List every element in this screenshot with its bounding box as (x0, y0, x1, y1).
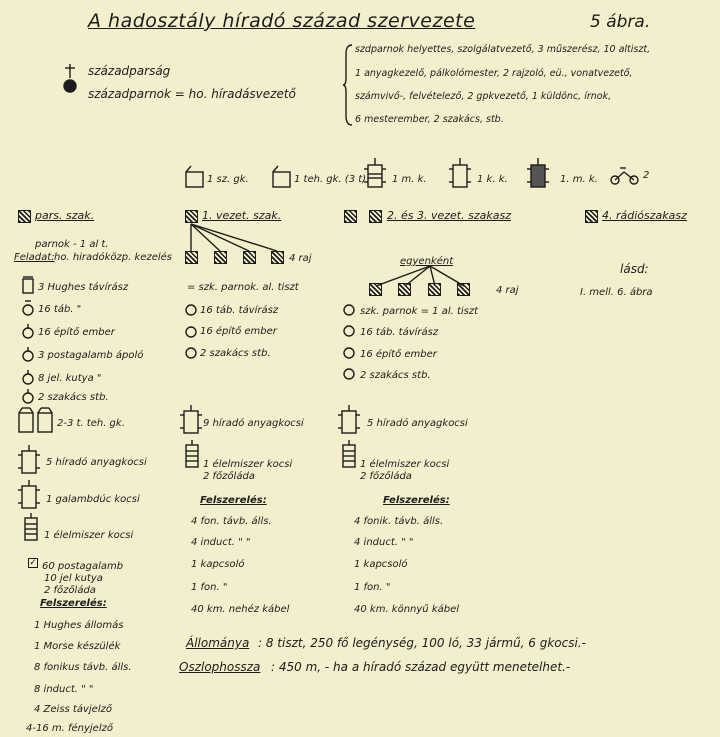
col2-food-1: 1 élelmiszer kocsi (203, 459, 293, 470)
food-wagon-icon (340, 440, 358, 470)
raj-2-icon (398, 283, 411, 296)
section-3-icon (344, 210, 357, 223)
person-icon (22, 323, 34, 339)
col3-raj: 4 raj (496, 285, 519, 296)
col1-equip-3: 8 fonikus távb. álls. (34, 662, 132, 673)
col4-ref: I. mell. 6. ábra (580, 287, 653, 298)
brace-line-1: szdparnok helyettes, szolgálatvezető, 3 műszerész, 10 altiszt, (355, 44, 651, 55)
food-wagon-icon (183, 440, 201, 470)
dovecote-wagon-icon (18, 480, 40, 510)
footer-allomany-label: Állománya (186, 636, 250, 650)
col1-parnok: parnok - 1 al t. (35, 239, 109, 250)
col1-line-5: 8 jel. kutya " (38, 373, 102, 384)
wagon-icon (449, 158, 471, 190)
legend-item-1: századparság (88, 64, 171, 78)
footer-oszlop-label: Oszlophossza (179, 660, 261, 674)
col1-cargo-3: 2 főzőláda (44, 585, 96, 596)
section-1-header: pars. szak. (35, 209, 95, 222)
checkbox-icon: ✓ (29, 558, 37, 568)
col3-food-2: 2 főzőláda (360, 471, 412, 482)
raj-4-icon (271, 251, 284, 264)
col3-equip-3: 1 kapcsoló (354, 559, 408, 570)
col1-feladat-text: ho. hiradóközp. kezelés (54, 252, 172, 263)
col3-equip-label: Felszerelés: (383, 495, 450, 506)
col3-food-1: 1 élelmiszer kocsi (360, 459, 450, 470)
section-3-header: 2. és 3. vezet. szakasz (387, 209, 511, 222)
col2-equip-3: 1 kapcsoló (191, 559, 245, 570)
figure-number: 5 ábra. (590, 12, 651, 32)
food-wagon-icon (22, 513, 40, 543)
col2-wagon: 9 híradó anyagkocsi (203, 418, 304, 429)
col1-feladat-label: Feladat: (14, 252, 55, 263)
col2-raj: 4 raj (289, 253, 312, 264)
legend-item-2: századparnok = ho. híradásvezető (88, 87, 296, 101)
person-icon (22, 276, 34, 294)
col1-equip-4: 8 induct. " " (34, 684, 94, 695)
wagon-hatched-icon (527, 158, 549, 190)
person-icon (22, 300, 34, 316)
person-icon (22, 388, 34, 404)
raj-3-icon (243, 251, 256, 264)
col3-egyenkent: egyenként (400, 256, 454, 267)
person-icon (22, 346, 34, 362)
col1-line-4: 3 postagalamb ápoló (38, 350, 144, 361)
vehicle-5-label: 1. m. k. (560, 174, 598, 185)
brace-line-3: számvivő-, felvételező, 2 gpkvezető, 1 küldönc, írnok, (355, 91, 612, 102)
raj-1-icon (185, 251, 198, 264)
raj-2-icon (214, 251, 227, 264)
col2-line-1: = szk. parnok. al. tiszt (187, 282, 299, 293)
section-2-header: 1. vezet. szak. (202, 209, 282, 222)
col3-line-2: 16 táb. távírász (360, 327, 439, 338)
col1-trucks: 2-3 t. teh. gk. (57, 418, 125, 429)
col1-food: 1 élelmiszer kocsi (44, 530, 134, 541)
col1-dovecote: 1 galambdúc kocsi (46, 494, 140, 505)
col1-line-2: 16 táb. " (38, 304, 82, 315)
col4-lasd: lásd: (620, 262, 649, 276)
brace-icon (343, 44, 353, 126)
truck-pair-icon (18, 407, 58, 433)
section-4-header: 4. rádiószakasz (602, 209, 687, 222)
col1-equip-1: 1 Hughes állomás (34, 620, 124, 631)
footer-allomany: : 8 tiszt, 250 fő legénység, 100 ló, 33 jármű, 6 gkocsi.- (258, 636, 586, 650)
col2-equip-4: 1 fon. " (191, 582, 228, 593)
col1-equip-5: 4 Zeiss távjelző (34, 704, 112, 715)
section-4-icon (585, 210, 598, 223)
brace-line-4: 6 mesterember, 2 szakács, stb. (355, 114, 504, 125)
bicycle-icon (610, 166, 640, 186)
col3-wagon: 5 híradó anyagkocsi (367, 418, 468, 429)
col2-line-3: 16 építő ember (200, 326, 277, 337)
truck-icon (272, 166, 292, 188)
col1-equip-2: 1 Morse készülék (34, 641, 121, 652)
raj-4-icon (457, 283, 470, 296)
col2-line-2: 16 táb. távírász (200, 305, 279, 316)
vehicle-3-label: 1 m. k. (392, 174, 427, 185)
col3-line-4: 2 szakács stb. (360, 370, 431, 381)
vehicle-6-label: 2 (643, 170, 650, 181)
section-3-icon-b (369, 210, 382, 223)
col1-cargo-1: 60 postagalamb (42, 561, 124, 572)
wagon-icon (338, 405, 360, 435)
person-column-icon (343, 300, 355, 380)
col3-equip-1: 4 fonik. távb. álls. (354, 516, 444, 527)
col3-line-3: 16 építő ember (360, 349, 437, 360)
wagon-icon (18, 445, 40, 475)
col2-food-2: 2 főzőláda (203, 471, 255, 482)
wagon-icon (180, 405, 202, 435)
col3-equip-5: 40 km. könnyű kábel (354, 604, 460, 615)
col3-line-1: szk. parnok = 1 al. tiszt (360, 306, 479, 317)
col2-equip-1: 4 fon. távb. álls. (191, 516, 272, 527)
col1-line-1: 3 Hughes távírász (38, 282, 129, 293)
page-title: A hadosztály híradó század szervezete (88, 10, 476, 32)
footer-oszlop: : 450 m, - ha a híradó század együtt menetelhet.- (271, 660, 571, 674)
col1-line-3: 16 építő ember (38, 327, 115, 338)
brace-line-2: 1 anyagkezelő, pálkolómester, 2 rajzoló, eü., vonatvezető, (355, 68, 633, 79)
col2-equip-5: 40 km. nehéz kábel (191, 604, 290, 615)
col2-line-4: 2 szakács stb. (200, 348, 271, 359)
vehicle-1-label: 1 sz. gk. (207, 174, 249, 185)
car-icon (185, 166, 205, 188)
person-column-icon (185, 301, 197, 361)
person-icon (22, 369, 34, 385)
section-1-icon (18, 210, 31, 223)
col1-equip-6: 4-16 m. fényjelző (26, 723, 113, 734)
col3-equip-4: 1 fon. " (354, 582, 391, 593)
flag-person-icon (63, 64, 77, 94)
col3-equip-2: 4 induct. " " (354, 537, 414, 548)
vehicle-4-label: 1 k. k. (477, 174, 508, 185)
raj-3-icon (428, 283, 441, 296)
vehicle-2-label: 1 teh. gk. (3 t) (294, 174, 367, 185)
col1-wagons: 5 híradó anyagkocsi (46, 457, 147, 468)
col1-equip-label: Felszerelés: (40, 598, 107, 609)
section-2-icon (185, 210, 198, 223)
wagon-icon (364, 158, 386, 190)
col1-line-6: 2 szakács stb. (38, 392, 109, 403)
col1-cargo-2: 10 jel kutya (44, 573, 103, 584)
col2-equip-2: 4 induct. " " (191, 537, 251, 548)
raj-1-icon (369, 283, 382, 296)
col2-equip-label: Felszerelés: (200, 495, 267, 506)
